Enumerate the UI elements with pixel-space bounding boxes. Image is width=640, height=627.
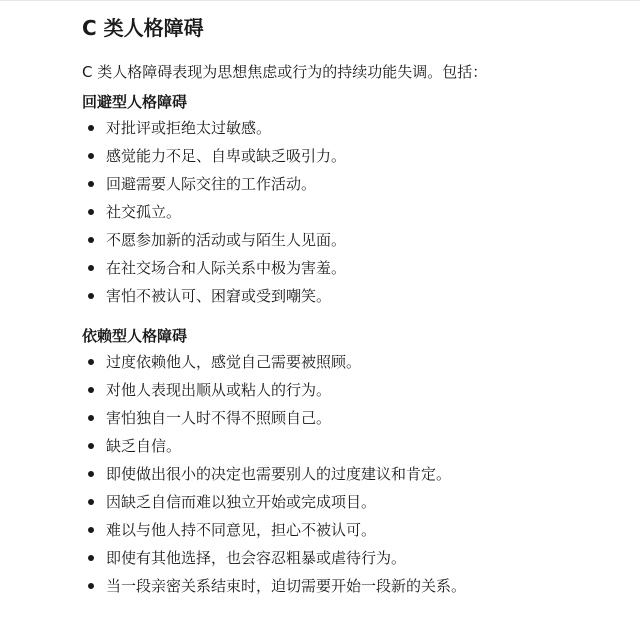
bullet-icon	[88, 583, 94, 589]
dependent-symptom-list	[82, 348, 622, 600]
list-item	[82, 114, 622, 142]
list-item-text: 社交孤立。	[106, 203, 182, 221]
list-item-text: 过度依赖他人，感觉自己需要被照顾。	[106, 353, 362, 371]
list-item	[82, 282, 622, 310]
article-body	[82, 10, 622, 600]
bullet-icon	[88, 387, 94, 393]
bullet-icon	[88, 125, 94, 131]
bullet-icon	[88, 237, 94, 243]
list-item-text: 回避需要人际交往的工作活动。	[106, 175, 317, 193]
list-item	[82, 404, 622, 432]
bullet-icon	[88, 471, 94, 477]
section-heading-dependent: 依赖型人格障碍	[82, 327, 188, 345]
list-item	[82, 488, 622, 516]
list-item-text: 不愿参加新的活动或与陌生人见面。	[106, 231, 347, 249]
list-item-text: 害怕不被认可、困窘或受到嘲笑。	[106, 287, 332, 305]
bullet-icon	[88, 527, 94, 533]
intro-paragraph: C 类人格障碍表现为思想焦虑或行为的持续功能失调。包括：	[82, 63, 488, 81]
list-item-text: 对批评或拒绝太过敏感。	[106, 119, 272, 137]
list-item-text: 害怕独自一人时不得不照顾自己。	[106, 409, 332, 427]
page-title: C 类人格障碍	[82, 16, 204, 40]
list-item	[82, 254, 622, 282]
bullet-icon	[88, 415, 94, 421]
top-divider	[0, 0, 640, 1]
list-item-text: 感觉能力不足、自卑或缺乏吸引力。	[106, 147, 347, 165]
list-item-text: 即使做出很小的决定也需要别人的过度建议和肯定。	[106, 465, 452, 483]
list-item-text: 在社交场合和人际关系中极为害羞。	[106, 259, 347, 277]
list-item	[82, 516, 622, 544]
list-item	[82, 142, 622, 170]
list-item	[82, 226, 622, 254]
list-item	[82, 460, 622, 488]
list-item-text: 因缺乏自信而难以独立开始或完成项目。	[106, 493, 377, 511]
section-heading-avoidant: 回避型人格障碍	[82, 93, 188, 111]
list-item-text: 难以与他人持不同意见，担心不被认可。	[106, 521, 377, 539]
list-item	[82, 170, 622, 198]
list-item	[82, 572, 622, 600]
avoidant-symptom-list	[82, 114, 622, 310]
list-item	[82, 432, 622, 460]
list-item-text: 对他人表现出顺从或粘人的行为。	[106, 381, 332, 399]
bullet-icon	[88, 209, 94, 215]
list-item-text: 当一段亲密关系结束时，迫切需要开始一段新的关系。	[106, 577, 467, 595]
bullet-icon	[88, 153, 94, 159]
list-item-text: 缺乏自信。	[106, 437, 182, 455]
list-item	[82, 348, 622, 376]
bullet-icon	[88, 443, 94, 449]
list-item	[82, 376, 622, 404]
bullet-icon	[88, 555, 94, 561]
bullet-icon	[88, 499, 94, 505]
bullet-icon	[88, 293, 94, 299]
bullet-icon	[88, 359, 94, 365]
bullet-icon	[88, 181, 94, 187]
bullet-icon	[88, 265, 94, 271]
list-item	[82, 544, 622, 572]
list-item	[82, 198, 622, 226]
list-item-text: 即使有其他选择，也会容忍粗暴或虐待行为。	[106, 549, 407, 567]
